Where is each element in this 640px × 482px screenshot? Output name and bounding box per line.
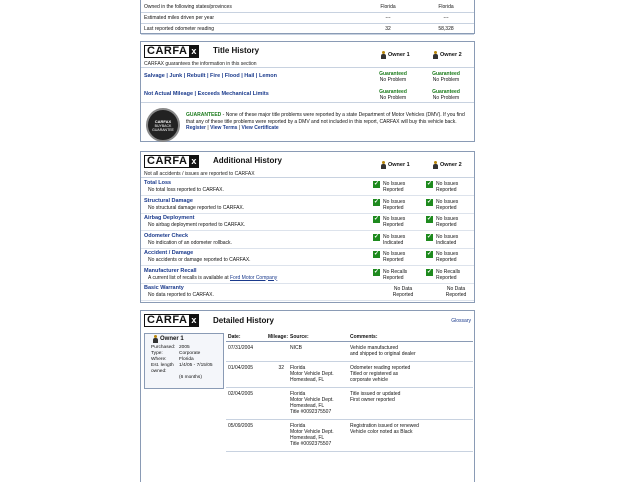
status-text (383, 234, 405, 246)
checkmark-icon: ✓ (426, 251, 433, 257)
owner-2-status (426, 199, 458, 211)
description-text: A current list of recalls is available at (148, 274, 230, 281)
status-text (436, 269, 460, 281)
checkmark-icon: ✓ (373, 268, 380, 275)
view-terms-link[interactable]: View Terms (210, 125, 238, 131)
check-description (148, 240, 232, 246)
status-line-2: Reported (436, 222, 457, 228)
table-row (141, 24, 474, 35)
status-line-2: Reported (436, 274, 457, 281)
history-entry-row (226, 342, 473, 362)
owner-1-status (373, 199, 405, 211)
column-header: Source: (290, 334, 309, 340)
source-line: Title #0092375507 (290, 409, 332, 415)
detailed-history-section (140, 310, 475, 482)
title-history-section (140, 41, 475, 142)
check-description (148, 275, 277, 281)
comment-line: Registration issued or renewed (350, 423, 419, 429)
section-title: Detailed History (213, 316, 274, 325)
checkmark-icon: ✓ (426, 268, 433, 275)
status-line-1: No Issues (383, 181, 406, 187)
field-value: 1/4/05 - 7/15/05 (179, 363, 213, 368)
status-value: No Problem (379, 77, 407, 83)
entry-source (290, 391, 334, 415)
row-label: Last reported odometer reading (144, 26, 215, 32)
checkmark-icon: ✓ (426, 233, 433, 240)
entry-source (290, 365, 334, 383)
row-label: Owned in the following states/provinces (144, 4, 232, 10)
checkmark-icon: ✓ (426, 216, 433, 222)
status-text (436, 216, 458, 228)
owner-field (151, 363, 223, 375)
status-text (383, 181, 405, 193)
owner-1-header: Owner 1 (381, 161, 410, 169)
source-line: Title #0092375507 (290, 441, 332, 447)
source-line: Florida (290, 391, 306, 397)
field-key: Est. length owned: (151, 363, 174, 374)
owner-2-status (421, 89, 471, 101)
owner-1-value: Florida (380, 4, 396, 10)
status-line-1: No Issues (383, 251, 406, 257)
check-title[interactable]: Total Loss (144, 180, 172, 186)
field-key: Purchased: (151, 345, 176, 350)
title-check-row (141, 70, 474, 86)
carfax-logo: CARFA x (144, 155, 199, 168)
check-title[interactable]: Basic Warranty (144, 285, 184, 291)
title-check-label[interactable]: Not Actual Mileage | Exceeds Mechanical Limits (144, 91, 269, 97)
owner-1-status (373, 269, 407, 281)
check-description (148, 257, 251, 263)
owner-1-box (144, 333, 224, 389)
entry-comments (350, 365, 410, 383)
history-check-row (141, 232, 474, 249)
source-line: Homestead, FL (290, 435, 325, 441)
status-line-2: Reported (383, 222, 404, 228)
guaranteed-label: Guaranteed (379, 89, 407, 95)
section-title: Title History (213, 46, 260, 55)
table-row (141, 2, 474, 13)
comment-line: First owner reported (350, 397, 395, 403)
check-title[interactable]: Manufacturer Recall (144, 267, 197, 274)
entry-comments (350, 391, 400, 403)
comment-line: Titled or registered as (350, 371, 399, 377)
checkmark-icon: ✓ (373, 216, 380, 222)
status-value: No Problem (432, 95, 460, 101)
entry-date: 02/04/2005 (228, 391, 254, 397)
status-line-2: Reported (383, 257, 404, 263)
field-key: Where: (151, 357, 167, 362)
owner-2-status (426, 286, 476, 298)
additional-history-section (140, 151, 475, 303)
comment-line: and shipped to original dealer (350, 351, 416, 357)
guaranteed-label: Guaranteed (379, 71, 407, 77)
row-label: Estimated miles driven per year (144, 15, 215, 21)
check-title[interactable]: Odometer Check (144, 232, 189, 239)
no-check-spacer (426, 286, 433, 298)
description-text: No data reported to CARFAX. (148, 292, 214, 298)
field-value: Florida (179, 357, 194, 362)
status-text (383, 199, 405, 211)
register-link[interactable]: Register (186, 125, 207, 131)
source-line: Homestead, FL (290, 403, 325, 409)
owner-1-status (368, 89, 418, 101)
entry-source (290, 345, 302, 351)
entry-date: 05/09/2005 (228, 423, 254, 429)
field-value: 2005 (179, 345, 190, 350)
status-line-2: Reported (383, 187, 404, 193)
check-title[interactable]: Structural Damage (144, 197, 193, 204)
checkmark-icon: ✓ (373, 233, 380, 240)
title-check-label[interactable]: Salvage | Junk | Rebuilt | Fire | Flood | Hail | Lemon (144, 73, 278, 79)
entry-mileage: 32 (278, 365, 284, 371)
owner-1-status (368, 71, 418, 83)
status-line-1: No Issues (436, 198, 459, 205)
carfax-logo: CARFA x (144, 45, 199, 58)
status-value: No Problem (432, 77, 460, 83)
owner-2-status (426, 216, 458, 228)
status-text (436, 286, 476, 298)
status-line-2: Reported (383, 204, 404, 211)
checkmark-icon: ✓ (373, 198, 380, 205)
status-line-1: No Recalls (436, 268, 461, 275)
status-line-1: No Data (393, 286, 413, 292)
source-line: Homestead, FL (290, 377, 325, 383)
status-text (383, 286, 423, 298)
status-line-1: No Issues (383, 216, 406, 222)
table-row (141, 13, 474, 24)
status-text (436, 234, 458, 246)
owner-icon (433, 51, 438, 59)
owner-2-value: 58,328 (438, 26, 454, 32)
history-check-row (141, 179, 474, 196)
owner-2-status (426, 269, 460, 281)
status-line-1: No Issues (436, 233, 459, 240)
description-text: No accidents or damage reported to CARFAX. (148, 257, 251, 263)
owner-1-header: Owner 1 (381, 51, 410, 59)
owner-1-status (373, 181, 405, 193)
comment-line: Vehicle color noted as Black (350, 429, 413, 435)
entry-comments (350, 345, 416, 357)
status-text (436, 181, 458, 193)
status-line-1: No Issues (383, 233, 406, 240)
checkmark-icon: ✓ (373, 181, 380, 187)
owner-2-status (426, 181, 458, 193)
description-text: No indication of an odometer rollback. (148, 239, 232, 246)
status-line-2: Indicated (436, 239, 457, 246)
status-line-2: Indicated (383, 239, 404, 246)
owner-2-header: Owner 2 (433, 161, 462, 169)
guaranteed-label: Guaranteed (432, 71, 460, 77)
status-line-1: No Recalls (383, 268, 408, 275)
history-check-row (141, 214, 474, 231)
owner-1-box-title: Owner 1 (153, 335, 184, 343)
status-line-1: No Issues (436, 181, 459, 187)
comment-line: Vehicle manufactured (350, 345, 399, 351)
section-title: Additional History (213, 156, 282, 165)
status-value: No Problem (379, 95, 407, 101)
no-check-spacer (373, 286, 380, 298)
section-subtitle: Not all accidents / issues are reported to CARFAX (144, 171, 255, 177)
field-key (151, 375, 179, 381)
history-entry-row (226, 420, 473, 452)
owner-2-value: --- (443, 15, 449, 21)
owner-2-status (426, 234, 458, 246)
detailed-history-header (226, 333, 473, 342)
entry-source (290, 423, 334, 447)
divider (141, 177, 474, 178)
glossary-link[interactable]: Glossary (451, 318, 471, 324)
field-value: (6 months) (179, 375, 202, 380)
owner-1-status (373, 251, 405, 263)
check-description (148, 222, 245, 228)
check-title[interactable]: Accident / Damage (144, 250, 194, 256)
status-line-2: Reported (436, 187, 457, 193)
status-text (436, 199, 458, 211)
source-line: Motor Vehicle Dept. (290, 429, 334, 435)
status-text (436, 251, 458, 263)
divider (141, 102, 474, 103)
check-description (148, 187, 224, 193)
owner-field (151, 375, 223, 381)
owner-icon (381, 51, 386, 59)
source-line: NICB (290, 345, 302, 351)
status-text (383, 251, 405, 263)
status-line-1: No Issues (383, 198, 406, 205)
history-check-row (141, 267, 474, 284)
owner-icon (153, 335, 158, 343)
comment-line: Odometer reading reported (350, 365, 411, 371)
entry-comments (350, 423, 419, 435)
status-line-1: No Data (446, 286, 466, 292)
comment-line: Title issued or updated (350, 391, 401, 397)
status-line-1: No Issues (436, 216, 459, 222)
status-line-2: Reported (392, 292, 414, 298)
checkmark-icon: ✓ (426, 181, 433, 187)
owner-1-value: --- (385, 15, 391, 21)
owner-2-value: Florida (438, 4, 454, 10)
entry-date: 07/31/2004 (228, 345, 254, 351)
section-subtitle: CARFAX guarantees the information in this section (144, 61, 257, 67)
status-line-1: No Issues (436, 251, 459, 257)
ford-recall-link[interactable]: Ford Motor Company (229, 274, 278, 281)
owner-1-status (373, 216, 405, 228)
description-text: No airbag deployment reported to CARFAX. (148, 222, 246, 228)
owner-2-status (426, 251, 458, 263)
entry-date: 01/04/2005 (228, 365, 254, 371)
guarantee-text: GUARANTEED - None of these major title problems were reported by a state Department of Motor Vehicles (DMV). If you find that any of these title problems were reported by a DMV and not included in this report, CARFAX will buy this vehicle back. Register | View Terms | View Certificate (186, 112, 465, 131)
field-value: Corporate (179, 351, 201, 356)
owner-2-status (421, 71, 471, 83)
field-key: Type: (151, 351, 163, 356)
history-check-row (141, 284, 474, 301)
source-line: Motor Vehicle Dept. (290, 397, 334, 403)
check-description (148, 205, 244, 211)
status-line-2: Reported (436, 204, 457, 211)
checkmark-icon: ✓ (373, 251, 380, 257)
history-entry-row (226, 388, 473, 420)
source-line: Florida (290, 423, 306, 429)
view-certificate-link[interactable]: View Certificate (241, 125, 279, 131)
status-line-2: Reported (445, 292, 467, 298)
owner-icon (433, 161, 438, 169)
owner-2-header: Owner 2 (433, 51, 462, 59)
owner-icon (381, 161, 386, 169)
status-line-2: Reported (383, 274, 404, 281)
status-text (383, 216, 405, 228)
checkmark-icon: ✓ (426, 198, 433, 205)
history-check-row (141, 249, 474, 266)
check-title[interactable]: Airbag Deployment (144, 215, 195, 221)
carfax-logo: CARFA x (144, 314, 199, 327)
history-check-row (141, 197, 474, 214)
owner-1-status (373, 286, 423, 298)
column-header: Date: (228, 334, 241, 340)
owner-summary-table (140, 0, 475, 34)
status-line-2: Reported (436, 257, 457, 263)
history-entry-row (226, 362, 473, 388)
owner-1-value: 32 (385, 26, 391, 32)
source-line: Motor Vehicle Dept. (290, 371, 334, 377)
description-text: No structural damage reported to CARFAX. (148, 204, 245, 211)
owner-1-status (373, 234, 405, 246)
column-header: Comments: (350, 334, 378, 340)
check-description (148, 292, 214, 298)
comment-line: corporate vehicle (350, 377, 389, 383)
description-text: No total loss reported to CARFAX. (148, 187, 224, 193)
status-text (383, 269, 407, 281)
source-line: Florida (290, 365, 306, 371)
divider (141, 67, 474, 68)
column-header: Mileage: (268, 334, 289, 340)
guaranteed-label: Guaranteed (432, 89, 460, 95)
buyback-guarantee-badge: CARFAX BUYBACK GUARANTEE (146, 108, 180, 142)
